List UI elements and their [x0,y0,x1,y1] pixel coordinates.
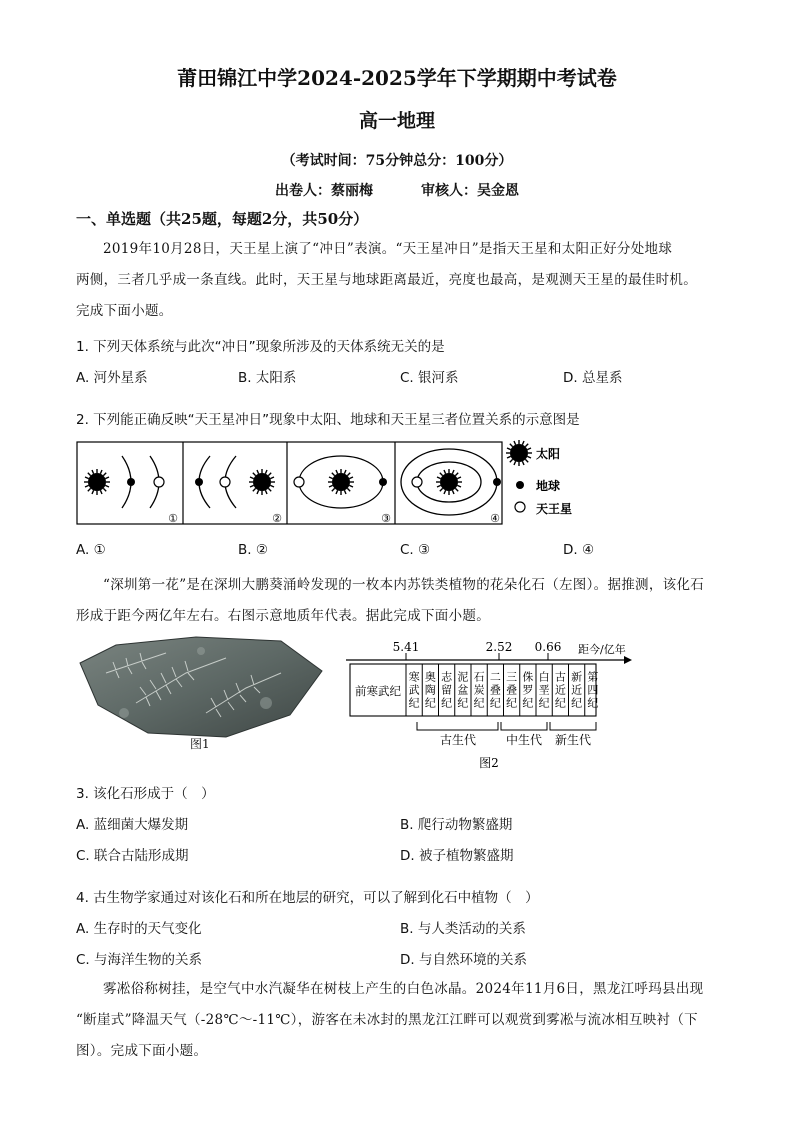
period-label: 石炭纪 [473,670,485,710]
sun-icon [506,440,532,466]
panel-label: ③ [381,512,391,525]
passage-2-line: “深圳第一花”是在深圳大鹏葵涌岭发现的一枚本内苏铁类植物的花朵化石（左图）。据推测，该化石 [103,577,705,593]
period-label: 侏罗纪 [522,670,534,710]
legend-uranus: 天王星 [536,502,573,516]
panel-1 [84,456,178,525]
passage-3-line: “断崖式”降温天气（-28℃～-11℃），游客在未冰封的黑龙江江畔可以观赏到雾凇与流冰相互映衬（下 [76,1012,698,1028]
period-label: 三叠纪 [506,670,518,710]
panel-2 [195,456,282,525]
question-2-stem: 2. 下列能正确反映“天王星冲日”现象中太阳、地球和天王星三者位置关系的示意图是 [76,412,580,428]
subject-title: 高一地理 [358,110,435,132]
panel-label: ② [272,512,282,525]
legend-earth: 地球 [536,479,561,493]
sun-icon [84,469,110,495]
uranus-icon [154,477,164,487]
era-paleozoic: 古生代 [439,733,477,747]
passage-3-line: 图）。完成下面小题。 [76,1043,208,1059]
author: 出卷人：蔡丽梅 [275,183,373,199]
question-4-stem: 4. 古生物学家通过对该化石和所在地层的研究，可以了解到化石中植物（ ） [76,890,539,906]
question-3-stem: 3. 该化石形成于（ ） [76,786,215,802]
earth-icon [493,478,501,486]
figure-1-caption: 图1 [190,737,210,751]
period-cells [406,664,598,716]
panel-4 [401,449,501,525]
passage-2-line: 形成于距今两亿年左右。右图示意地质年代表。据此完成下面小题。 [76,608,490,624]
q3-option-d[interactable]: D. 被子植物繁盛期 [400,848,514,864]
precambrian-label: 前寒武纪 [355,684,401,698]
q3-option-a[interactable]: A. 蓝细菌大爆发期 [76,817,189,833]
orbit-diagram [70,436,610,531]
passage-1-line: 两侧，三者几乎成一条直线。此时，天王星与地球距离最近，亮度也最高，是观测天王星的最佳时机。 [76,272,697,288]
uranus-icon [515,502,525,512]
geologic-timeline [340,636,640,774]
q2-option-b[interactable]: B. ② [238,542,268,558]
sun-icon [249,469,275,495]
period-label: 新近纪 [571,670,583,710]
period-label: 志留纪 [441,670,453,710]
q2-option-d[interactable]: D. ④ [563,542,595,558]
panel-label: ① [168,512,178,525]
period-label: 奥陶纪 [424,670,436,710]
q1-option-c[interactable]: C. 银河系 [400,370,459,386]
legend-sun: 太阳 [536,447,561,461]
axis-label: 距今/亿年 [578,643,626,656]
passage-1-line: 2019年10月28日，天王星上演了“冲日”表演。“天王星冲日”是指天王星和太阳正好分处地球 [103,241,673,257]
q4-option-b[interactable]: B. 与人类活动的关系 [400,921,526,937]
panel-3 [294,456,391,525]
period-label: 白垩纪 [538,670,550,710]
uranus-icon [220,477,230,487]
era-cenozoic: 新生代 [554,733,592,747]
q1-option-b[interactable]: B. 太阳系 [238,370,297,386]
earth-icon [127,478,135,486]
period-label: 寒武纪 [408,670,420,710]
earth-icon [195,478,203,486]
figure-2-caption: 图2 [479,756,499,770]
sun-icon [436,469,462,495]
author-line [0,180,794,200]
exam-title: 莆田锦江中学2024-2025学年下学期期中考试卷 [177,66,617,90]
q3-option-b[interactable]: B. 爬行动物繁盛期 [400,817,513,833]
q2-option-c[interactable]: C. ③ [400,542,431,558]
uranus-icon [294,477,304,487]
tick-252: 2.52 [485,640,513,654]
q1-option-d[interactable]: D. 总星系 [563,370,623,386]
tick-541: 5.41 [392,640,420,654]
period-label: 泥盆纪 [457,670,469,710]
sun-icon [328,469,354,495]
passage-2 [76,570,716,632]
panel-label: ④ [490,512,500,525]
tick-066: 0.66 [534,640,562,654]
q4-option-d[interactable]: D. 与自然环境的关系 [400,952,527,968]
passage-1 [76,234,716,327]
exam-info: （考试时间：75分钟总分：100分） [281,153,513,169]
era-mesozoic: 中生代 [505,733,543,747]
period-label: 二叠纪 [489,670,501,710]
q4-option-a[interactable]: A. 生存时的天气变化 [76,921,202,937]
period-label: 第四纪 [587,670,599,710]
passage-3 [76,974,716,1067]
passage-1-line: 完成下面小题。 [76,303,173,319]
question-1-stem: 1. 下列天体系统与此次“冲日”现象所涉及的天体系统无关的是 [76,339,445,355]
q1-option-a[interactable]: A. 河外星系 [76,370,148,386]
diagram-legend [506,440,572,516]
period-label: 古近纪 [554,670,566,710]
uranus-icon [412,477,422,487]
q3-option-c[interactable]: C. 联合古陆形成期 [76,848,189,864]
passage-3-line: 雾凇俗称树挂，是空气中水汽凝华在树枝上产生的白色冰晶。2024年11月6日，黑龙江呼玛县出现 [103,981,704,997]
reviewer: 审核人：吴金恩 [421,183,519,199]
q4-option-c[interactable]: C. 与海洋生物的关系 [76,952,203,968]
earth-icon [516,481,524,489]
section-heading: 一、单选题（共25题，每题2分，共50分） [76,210,369,228]
earth-icon [379,478,387,486]
q2-option-a[interactable]: A. ① [76,542,106,558]
